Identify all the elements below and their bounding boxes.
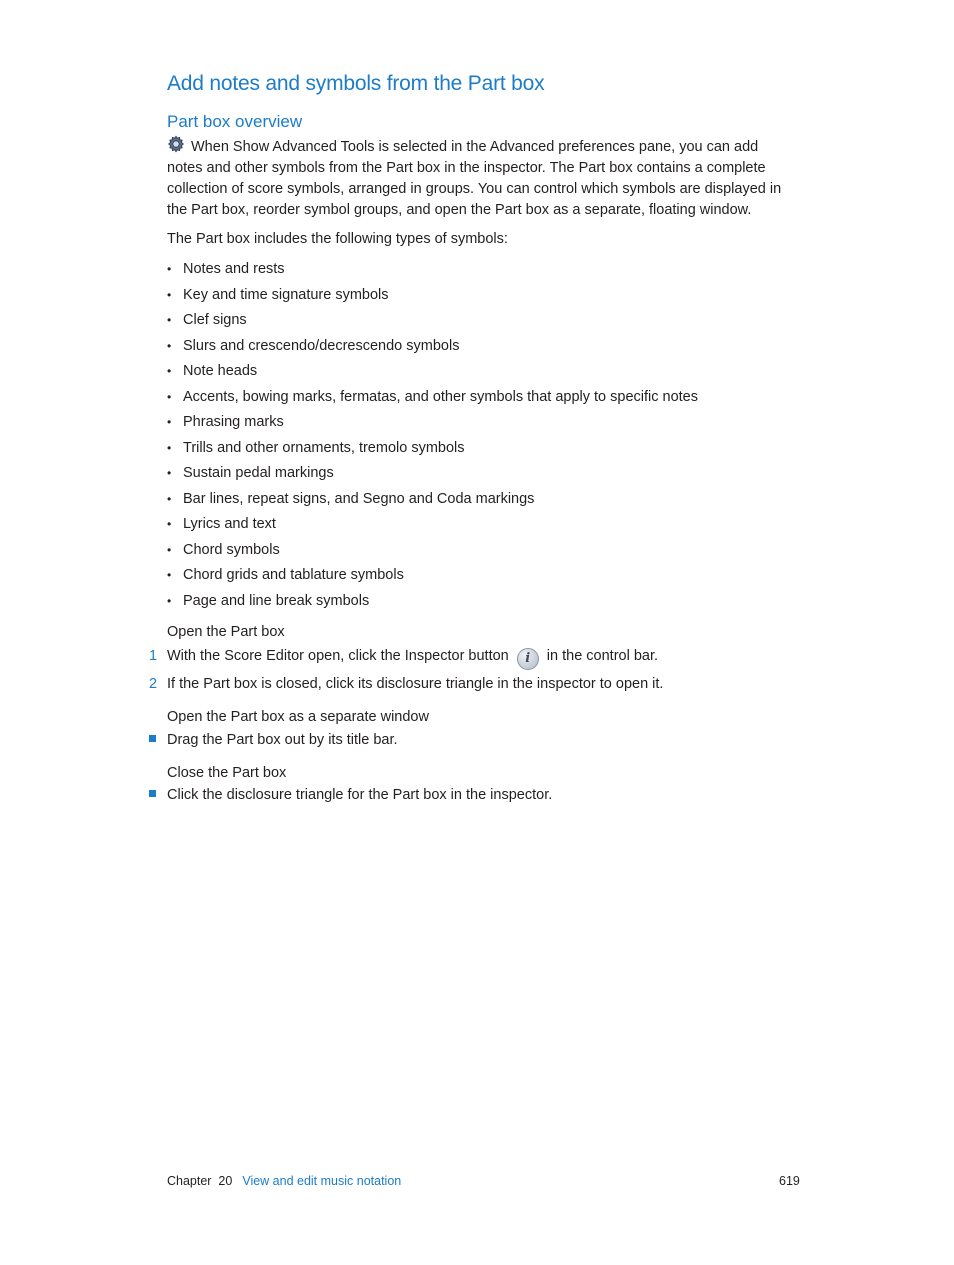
step-text: If the Part box is closed, click its disclosure triangle in the inspector to open it. — [167, 676, 664, 692]
step-separate — [149, 732, 398, 748]
intro-paragraph — [167, 135, 792, 221]
task-title-open: Open the Part box — [167, 624, 285, 640]
bullet-dot: • — [167, 389, 172, 404]
bullet-dot: • — [167, 287, 172, 302]
intro-text: When Show Advanced Tools is selected in the Advanced preferences pane, you can add notes and other symbols from the Part box in the inspector. The Part box contains a complete collection of score symbols, arranged in groups. You can control which symbols are displayed in the Part box, reorder symbol groups, and open the Part box as a separate, floating window. — [167, 139, 782, 218]
list-item — [167, 259, 698, 285]
footer-chapter-link[interactable]: View and edit music notation — [242, 1174, 402, 1188]
step-2 — [149, 676, 663, 692]
list-item-text: Phrasing marks — [183, 414, 284, 430]
list-item-text: Bar lines, repeat signs, and Segno and Coda markings — [183, 490, 535, 507]
bullet-dot: • — [167, 415, 172, 429]
bullet-dot: • — [167, 568, 172, 582]
bullet-dot: • — [167, 440, 172, 455]
step-number: 2 — [149, 676, 158, 692]
list-item — [167, 361, 698, 387]
list-item-text: Chord grids and tablature symbols — [183, 567, 404, 583]
list-item-text: Clef signs — [183, 312, 247, 328]
list-item — [167, 412, 698, 438]
list-item-text: Trills and other ornaments, tremolo symbols — [183, 439, 465, 456]
bullet-dot: • — [167, 338, 172, 353]
page-footer — [167, 1174, 401, 1188]
advanced-tools-gear-icon — [167, 135, 185, 153]
step-text: Click the disclosure triangle for the Part box in the inspector. — [167, 787, 553, 803]
list-item — [167, 489, 698, 515]
page-number: 619 — [779, 1174, 800, 1188]
list-item — [167, 540, 698, 566]
inspector-button-icon: i — [517, 648, 539, 670]
step-text-after: in the control bar. — [546, 648, 659, 664]
list-item-text: Lyrics and text — [183, 516, 276, 532]
bullet-dot: • — [167, 262, 172, 276]
list-item — [167, 565, 698, 591]
types-intro: The Part box includes the following types of symbols: — [167, 231, 508, 247]
list-item-text: Key and time signature symbols — [183, 286, 389, 303]
list-item — [167, 591, 698, 617]
step-text: With the Score Editor open, click the Inspector button — [167, 648, 509, 664]
list-item-text: Accents, bowing marks, fermatas, and other symbols that apply to specific notes — [183, 388, 698, 405]
list-item — [167, 285, 698, 311]
list-item — [167, 336, 698, 362]
bullet-dot: • — [167, 542, 172, 557]
step-text: Drag the Part box out by its title bar. — [167, 732, 398, 748]
step-close — [149, 787, 552, 803]
bullet-dot: • — [167, 517, 172, 531]
step-number: 1 — [149, 648, 158, 664]
list-item — [167, 310, 698, 336]
bullet-dot: • — [167, 466, 172, 480]
list-item — [167, 463, 698, 489]
bullet-dot: • — [167, 364, 172, 378]
square-bullet-icon — [149, 790, 156, 797]
list-item-text: Slurs and crescendo/decrescendo symbols — [183, 337, 460, 354]
symbol-types-list — [167, 259, 698, 616]
list-item-text: Page and line break symbols — [183, 592, 370, 609]
list-item-text: Note heads — [183, 363, 258, 379]
list-item — [167, 387, 698, 413]
section-heading: Part box overview — [167, 112, 303, 131]
bullet-dot: • — [167, 593, 172, 608]
square-bullet-icon — [149, 735, 156, 742]
list-item — [167, 514, 698, 540]
task-title-separate: Open the Part box as a separate window — [167, 709, 429, 725]
list-item — [167, 438, 698, 464]
bullet-dot: • — [167, 313, 172, 327]
step-1 — [149, 648, 658, 670]
task-title-close: Close the Part box — [167, 765, 287, 781]
list-item-text: Notes and rests — [183, 261, 285, 277]
bullet-dot: • — [167, 491, 172, 506]
list-item-text: Sustain pedal markings — [183, 465, 334, 481]
list-item-text: Chord symbols — [183, 541, 280, 558]
footer-chapter: Chapter 20 — [167, 1174, 233, 1188]
page-title: Add notes and symbols from the Part box — [167, 72, 545, 95]
